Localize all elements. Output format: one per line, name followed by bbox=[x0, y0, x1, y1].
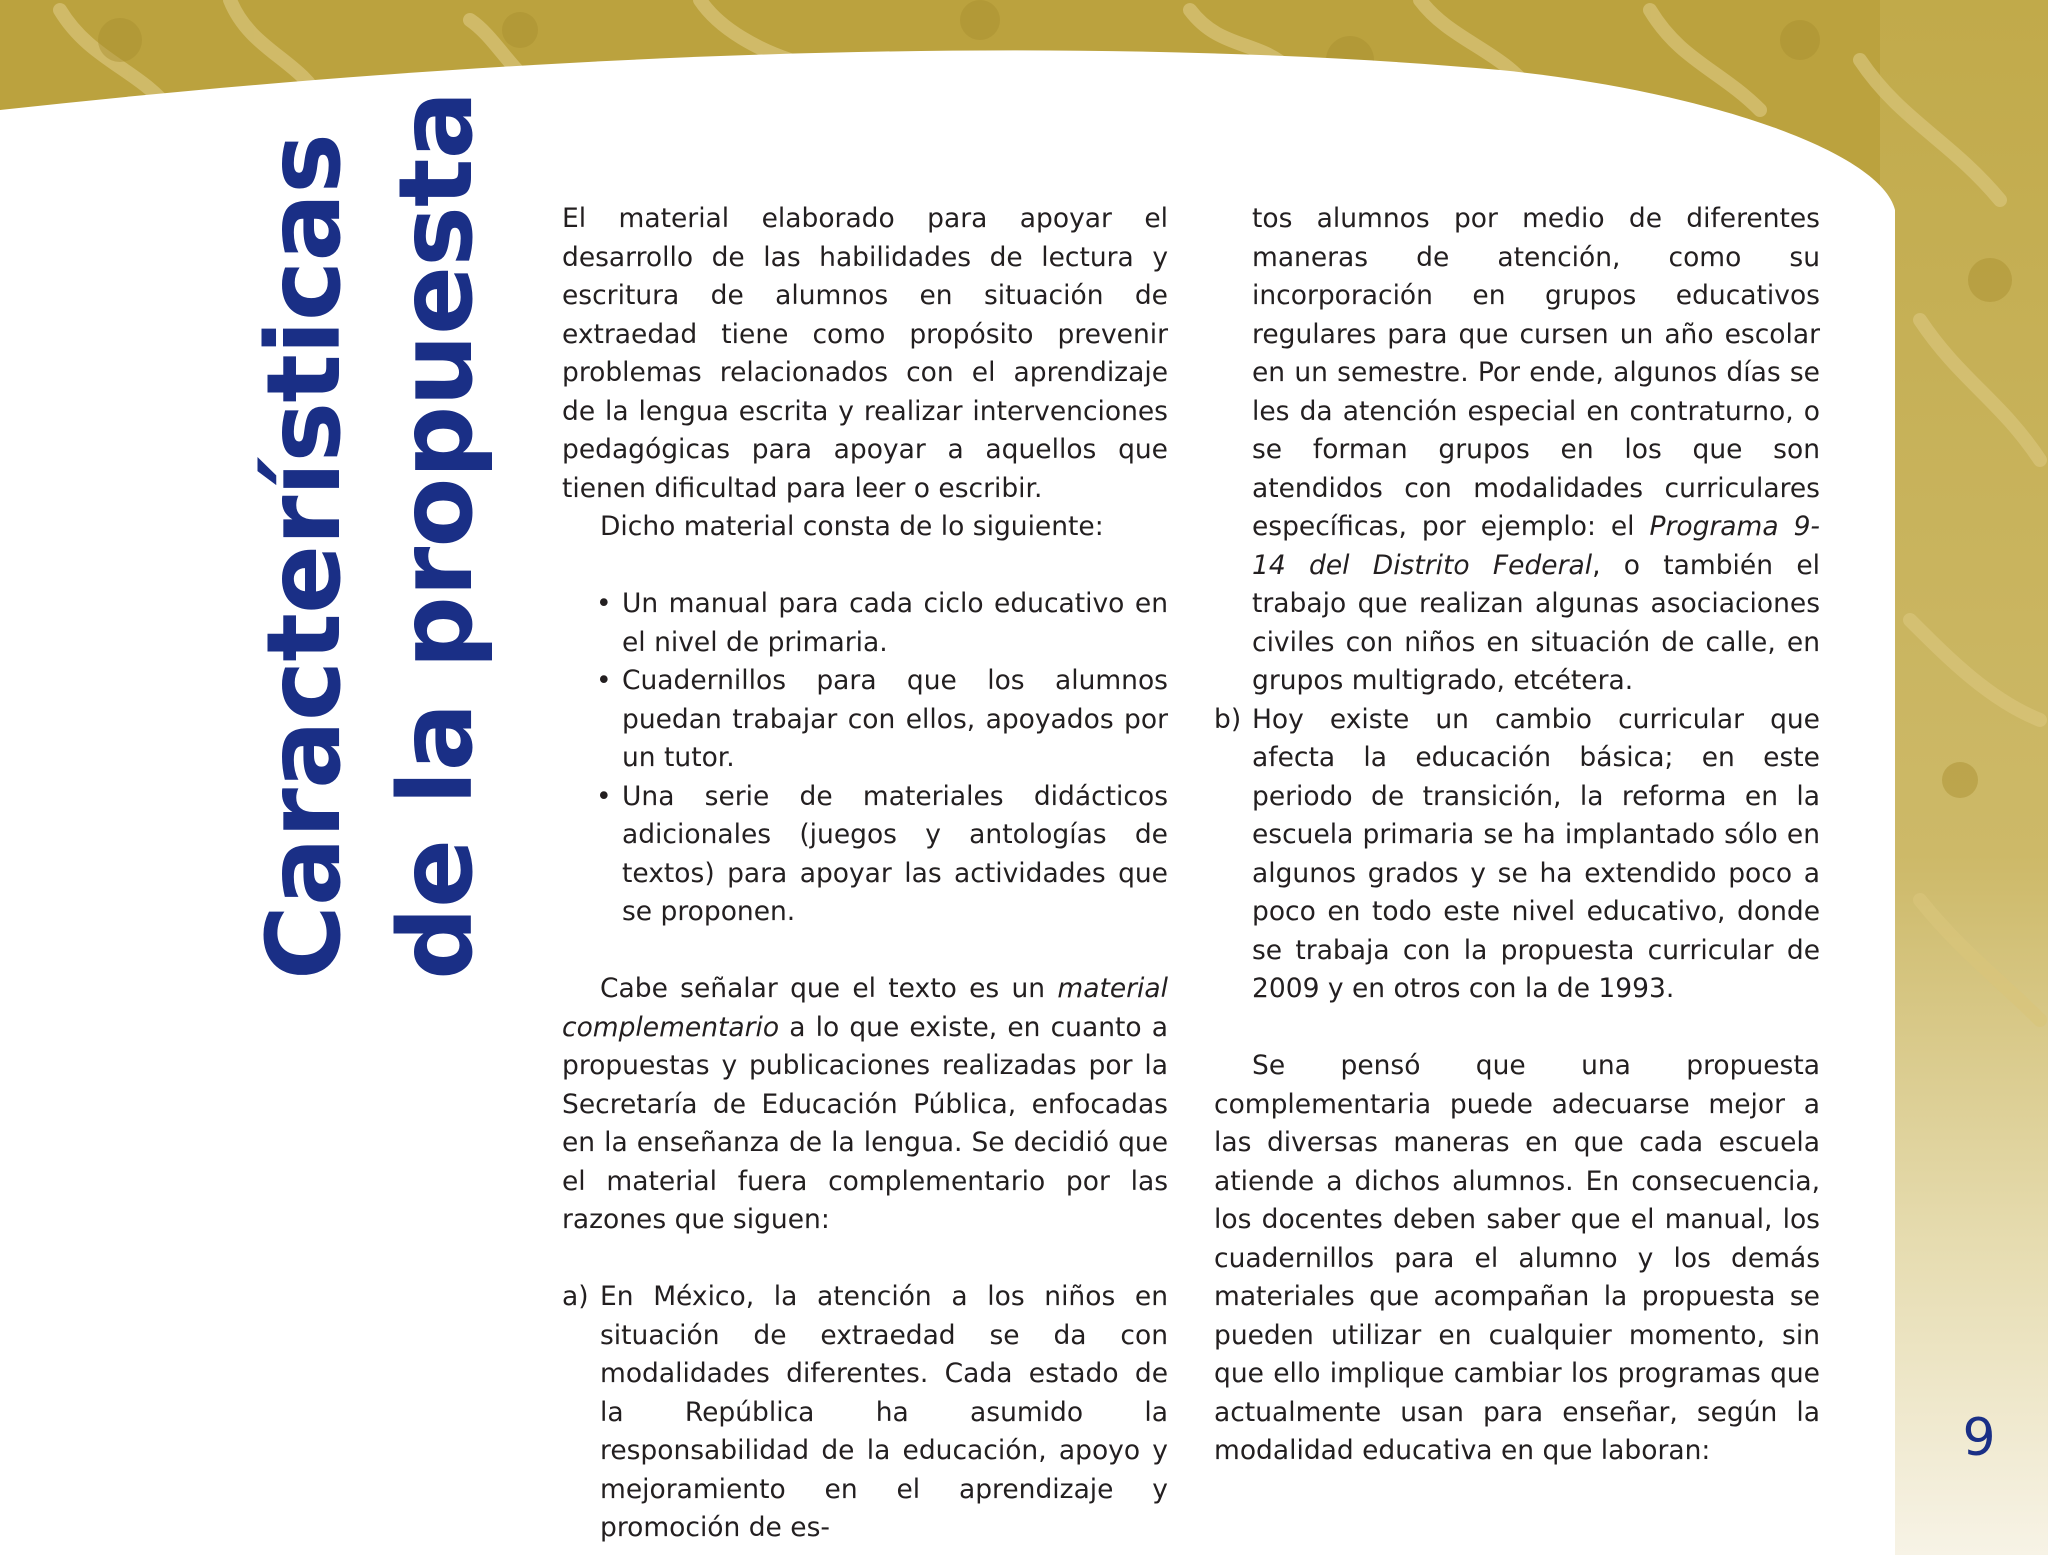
reason-item-a bbox=[562, 1278, 1168, 1548]
reason-item-b bbox=[1214, 701, 1820, 1009]
intro-paragraph: El material elaborado para apoyar el desarrollo de las habilidades de lectura y escritura de alumnos en situación de extraedad tiene como propósito prevenir problemas relacionados con el aprendizaje de la lengua escrita y realizar intervenciones pedagógicas para apoyar a aquellos que tienen dificultad para leer o escribir. bbox=[562, 203, 1168, 504]
list-item-text: Cuadernillos para que los alumnos puedan trabajar con ellos, apoyados por un tutor. bbox=[622, 665, 1168, 773]
item-letter: a) bbox=[562, 1281, 589, 1312]
title-line-1: Características bbox=[245, 134, 364, 980]
italic-term: material complementario bbox=[562, 973, 1168, 1043]
page-title bbox=[240, 91, 520, 1000]
complementary-paragraph bbox=[562, 970, 1168, 1240]
right-column bbox=[1214, 200, 1820, 1471]
material-list-intro: Dicho material consta de lo siguiente: bbox=[600, 511, 1104, 542]
list-item bbox=[562, 778, 1168, 932]
spacer bbox=[1214, 1009, 1820, 1048]
list-item bbox=[562, 585, 1168, 662]
italic-program-name: Programa 9-14 del Distrito Federal bbox=[1252, 511, 1820, 581]
title-line-2: de la propuesta bbox=[377, 91, 496, 980]
list-item bbox=[562, 662, 1168, 778]
text-run: tos alumnos por medio de diferentes maneras de atención, como su incorporación en grupos educativos regulares para que cursen un año escolar en un semestre. Por ende, algunos días se les da atención especial en contraturno, o se forman grupos en los que son atendidos con modalidades curriculares específicas, por ejemplo: el bbox=[1252, 203, 1820, 542]
bullet-icon: • bbox=[596, 665, 612, 696]
spacer bbox=[562, 547, 1168, 586]
left-column bbox=[562, 200, 1168, 1548]
item-text: Hoy existe un cambio curricular que afecta la educación básica; en este periodo de transición, la reforma en la escuela primaria se ha implantado sólo en algunos grados y se ha extendido poco a poco en todo este nivel educativo, donde se trabaja con la propuesta curricular de 2009 y en otros con la de 1993. bbox=[1252, 703, 1820, 1004]
spacer bbox=[562, 1240, 1168, 1279]
bullet-icon: • bbox=[596, 588, 612, 619]
spacer bbox=[562, 932, 1168, 971]
item-text: En México, la atención a los niños en situación de extraedad se da con modalidades diferentes. Cada estado de la República ha asumido la responsabilidad de la educación, apoyo y mejoramiento en el aprendizaje y promoción de es- bbox=[600, 1281, 1168, 1543]
materials-list bbox=[562, 585, 1168, 932]
bullet-icon: • bbox=[596, 780, 612, 812]
text-run: Cabe señalar que el texto es un bbox=[600, 973, 1058, 1004]
closing-paragraph: Se pensó que una propuesta complementaria puede adecuarse mejor a las diversas maneras en que cada escuela atiende a dichos alumnos. En consecuencia, los docentes deben saber que el manual, los cuadernillos para el alumno y los demás materiales que acompañan la propuesta se pueden utilizar en cualquier momento, sin que ello implique cambiar los programas que actualmente usan para enseñar, según la modalidad educativa en que laboran: bbox=[1214, 1050, 1820, 1466]
list-item-text: Un manual para cada ciclo educativo en el nivel de primaria. bbox=[622, 588, 1168, 658]
page-number: 9 bbox=[1962, 1408, 1996, 1468]
list-item-text: Una serie de materiales didácticos adicionales (juegos y antologías de textos) para apoyar las actividades que se proponen. bbox=[622, 780, 1168, 927]
text-run: , o también el trabajo que realizan algunas asociaciones civiles con niños en situación de calle, en grupos multigrado, etcétera. bbox=[1252, 549, 1820, 696]
text-run: a lo que existe, en cuanto a propuestas y publicaciones realizadas por la Secretaría de Educación Pública, enfocadas en la enseñanza de la lengua. Se decidió que el material fuera complementario por las razones que siguen: bbox=[562, 1011, 1168, 1235]
item-letter: b) bbox=[1214, 703, 1242, 735]
reason-item-a-continued bbox=[1214, 200, 1820, 701]
